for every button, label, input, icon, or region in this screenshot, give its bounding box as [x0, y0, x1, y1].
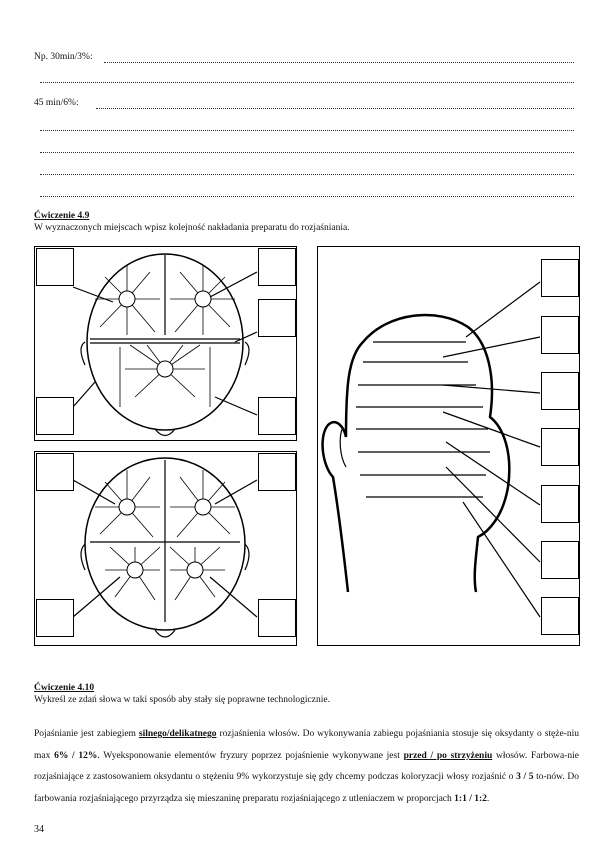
- head-side-view-illustration: [318, 247, 578, 644]
- answer-line-label-1: Np. 30min/3%:: [34, 52, 93, 62]
- answer-box[interactable]: [541, 428, 579, 466]
- exercise-410-title: Ćwiczenie 4.10: [34, 683, 95, 693]
- paragraph-text: .: [486, 793, 490, 804]
- answer-box[interactable]: [541, 541, 579, 579]
- answer-box[interactable]: [258, 299, 296, 337]
- answer-box[interactable]: [258, 397, 296, 435]
- choice-option[interactable]: przed / po strzyżeniu: [403, 750, 493, 761]
- paragraph-text: rozjaśnienia włosów. Do wykonywania zabiegu pojaśniania stosuje się oksydanty o stęże-niu max: [34, 729, 579, 761]
- paragraph-text: Pojaśnianie jest zabiegiem: [34, 729, 139, 739]
- head-top-view-illustration: [35, 247, 295, 439]
- answer-line[interactable]: [40, 82, 574, 83]
- paragraph-text: to-nów. Do farbowania rozjaśniającego przyrządza się mieszaninę preparatu rozjaśniającego z utleniaczem w proporcjach: [34, 772, 580, 804]
- exercise-410-instruction: Wykreśl ze zdań słowa w taki sposób aby stały się poprawne technologicznie.: [34, 695, 330, 705]
- exercise-410-paragraph: [34, 724, 579, 810]
- answer-line-label-2: 45 min/6%:: [34, 98, 79, 108]
- answer-box[interactable]: [36, 599, 74, 637]
- choice-option[interactable]: silnego/delikatnego: [138, 729, 217, 739]
- choice-option[interactable]: 1:1 / 1:2: [454, 793, 487, 804]
- choice-option[interactable]: 3 / 5: [516, 772, 534, 782]
- answer-line[interactable]: [40, 152, 574, 153]
- answer-line[interactable]: [96, 108, 574, 109]
- page-number: 34: [34, 824, 44, 835]
- answer-box[interactable]: [258, 248, 296, 286]
- answer-line[interactable]: [40, 130, 574, 131]
- paragraph-text: włosów. Farbowa-nie rozjaśniające z zastosowaniem oksydantu o stężeniu 9% wykorzystuje się gdy chcemy podczas koloryzacji włosy rozjaśnić o: [34, 750, 580, 782]
- paragraph-text: . Wyeksponowanie elementów fryzury poprzez pojaśnienie wykonywane jest: [97, 750, 404, 761]
- answer-box[interactable]: [541, 259, 579, 297]
- answer-box[interactable]: [36, 453, 74, 491]
- answer-box[interactable]: [541, 372, 579, 410]
- answer-box[interactable]: [541, 316, 579, 354]
- choice-option[interactable]: 6% / 12%: [54, 750, 98, 761]
- answer-box[interactable]: [258, 599, 296, 637]
- exercise-49-title: Ćwiczenie 4.9: [34, 211, 90, 221]
- exercise-49-instruction: W wyznaczonych miejscach wpisz kolejność nakładania preparatu do rozjaśniania.: [34, 223, 350, 233]
- answer-box[interactable]: [36, 248, 74, 286]
- answer-box[interactable]: [541, 597, 579, 635]
- answer-box[interactable]: [36, 397, 74, 435]
- answer-box[interactable]: [541, 485, 579, 523]
- head-top-view-illustration: [35, 452, 295, 644]
- answer-line[interactable]: [40, 174, 574, 175]
- answer-box[interactable]: [258, 453, 296, 491]
- answer-line[interactable]: [104, 62, 574, 63]
- answer-line[interactable]: [40, 196, 574, 197]
